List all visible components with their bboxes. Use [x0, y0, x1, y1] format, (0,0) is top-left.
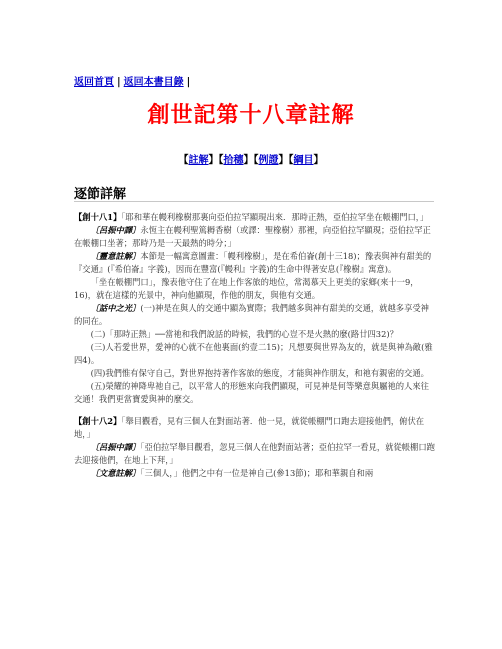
light-paragraph: (五)榮耀的神降卑祂自己，以平常人的形態來向我們顯現，可見神是何等樂意與屬祂的人來往交通！我們更當寶愛與神的麼交。 [74, 381, 429, 404]
note-text: 本節是一幅寓意圖畫：「幔利橡樹」，是在希伯崙(創十三18)；豫表與神有甜美的『交通』(『希伯崙』字義)，因而在豐富(『幔利』字義)的生命中得著安息(『橡樹』寓意)。 [74, 251, 432, 274]
translation-paragraph [74, 224, 436, 250]
verse-paragraph [74, 415, 436, 441]
section-tabs: 【註解】【拾穗】【例證】【綱目】 [178, 155, 324, 166]
commentary-body [74, 211, 436, 480]
translation-text: 「亞伯拉罕舉目觀看，忽見三個人在他對面站著；亞伯拉罕一看見，就從帳棚口跑去迎接他們，在地上下拜，」 [74, 442, 435, 465]
verse-paragraph [74, 211, 436, 224]
tab-gleanings[interactable]: 拾穗 [223, 155, 244, 166]
verse-text: 「耶和華在幔利橡樹那裏向亞伯拉罕顯現出來．那時正熱，亞伯拉罕坐在帳棚門口，」 [121, 212, 429, 222]
spacer [74, 406, 436, 415]
translation-label: 〔呂振中譯〕 [90, 442, 141, 452]
light-text: (一)神是在與人的交通中顯為實際；我們越多與神有甜美的交通，就越多享受神的同在。 [74, 303, 429, 326]
note-paragraph [74, 250, 436, 276]
verse-ref: 【創十八2】 [74, 416, 122, 426]
verse-ref: 【創十八1】 [74, 212, 122, 222]
note-paragraph [74, 467, 436, 480]
translation-paragraph [74, 441, 436, 467]
tab-illustrations[interactable]: 例證 [258, 155, 279, 166]
light-paragraph: (三)人若愛世界，愛神的心就不在他裏面(約壹二15)；凡想要與世界為友的，就是與神為敵(雅四4)。 [74, 342, 433, 365]
section-heading: 逐節詳解 [74, 187, 127, 202]
light-paragraph: (二)「那時正熱」──當祂和我們說話的時候，我們的心豈不是火熱的麼(路廿四32)？ [90, 329, 398, 339]
note-label: 〔靈意註解〕 [90, 251, 141, 261]
note-label: 〔文意註解〕 [90, 468, 141, 478]
tab-outline[interactable]: 綱目 [293, 155, 314, 166]
light-label: 〔話中之光〕 [90, 303, 141, 313]
note-paragraph: 「坐在帳棚門口」，豫表他守住了在地上作客旅的地位，常渴慕天上更美的家鄉(來十一9，16)，就在這樣的光景中，神向他顯現，作他的朋友，與他有交通。 [74, 277, 419, 300]
note-text: 「三個人，」他們之中有一位是神自己(參13節)；耶和華親自和兩 [140, 468, 374, 478]
translation-text: 永恆主在幔利聖篤耨香樹（或譯：聖橡樹）那裡，向亞伯拉罕顯現；亞伯拉罕正在帳棚口坐著；那時乃是一天最熱的時分；」 [74, 225, 431, 248]
verse-text: 「舉目觀看，見有三個人在對面站著．他一見，就從帳棚門口跑去迎接他們，俯伏在地，」 [74, 416, 425, 439]
nav-separator: | [117, 77, 121, 88]
light-paragraph [74, 302, 436, 328]
light-paragraph: (四)我們惟有保守自己，對世界抱持著作客旅的態度，才能與神作朋友，和祂有親密的交通。 [90, 368, 429, 378]
top-nav [74, 73, 193, 88]
divider [74, 201, 434, 202]
page-title: 創世記第十八章註解 [147, 102, 355, 128]
nav-separator: | [186, 77, 191, 88]
translation-label: 〔呂振中譯〕 [90, 225, 141, 235]
book-index-link[interactable]: 返回本書目錄 [123, 77, 184, 88]
home-link[interactable]: 返回首頁 [74, 77, 114, 88]
tab-notes[interactable]: 註解 [188, 155, 209, 166]
